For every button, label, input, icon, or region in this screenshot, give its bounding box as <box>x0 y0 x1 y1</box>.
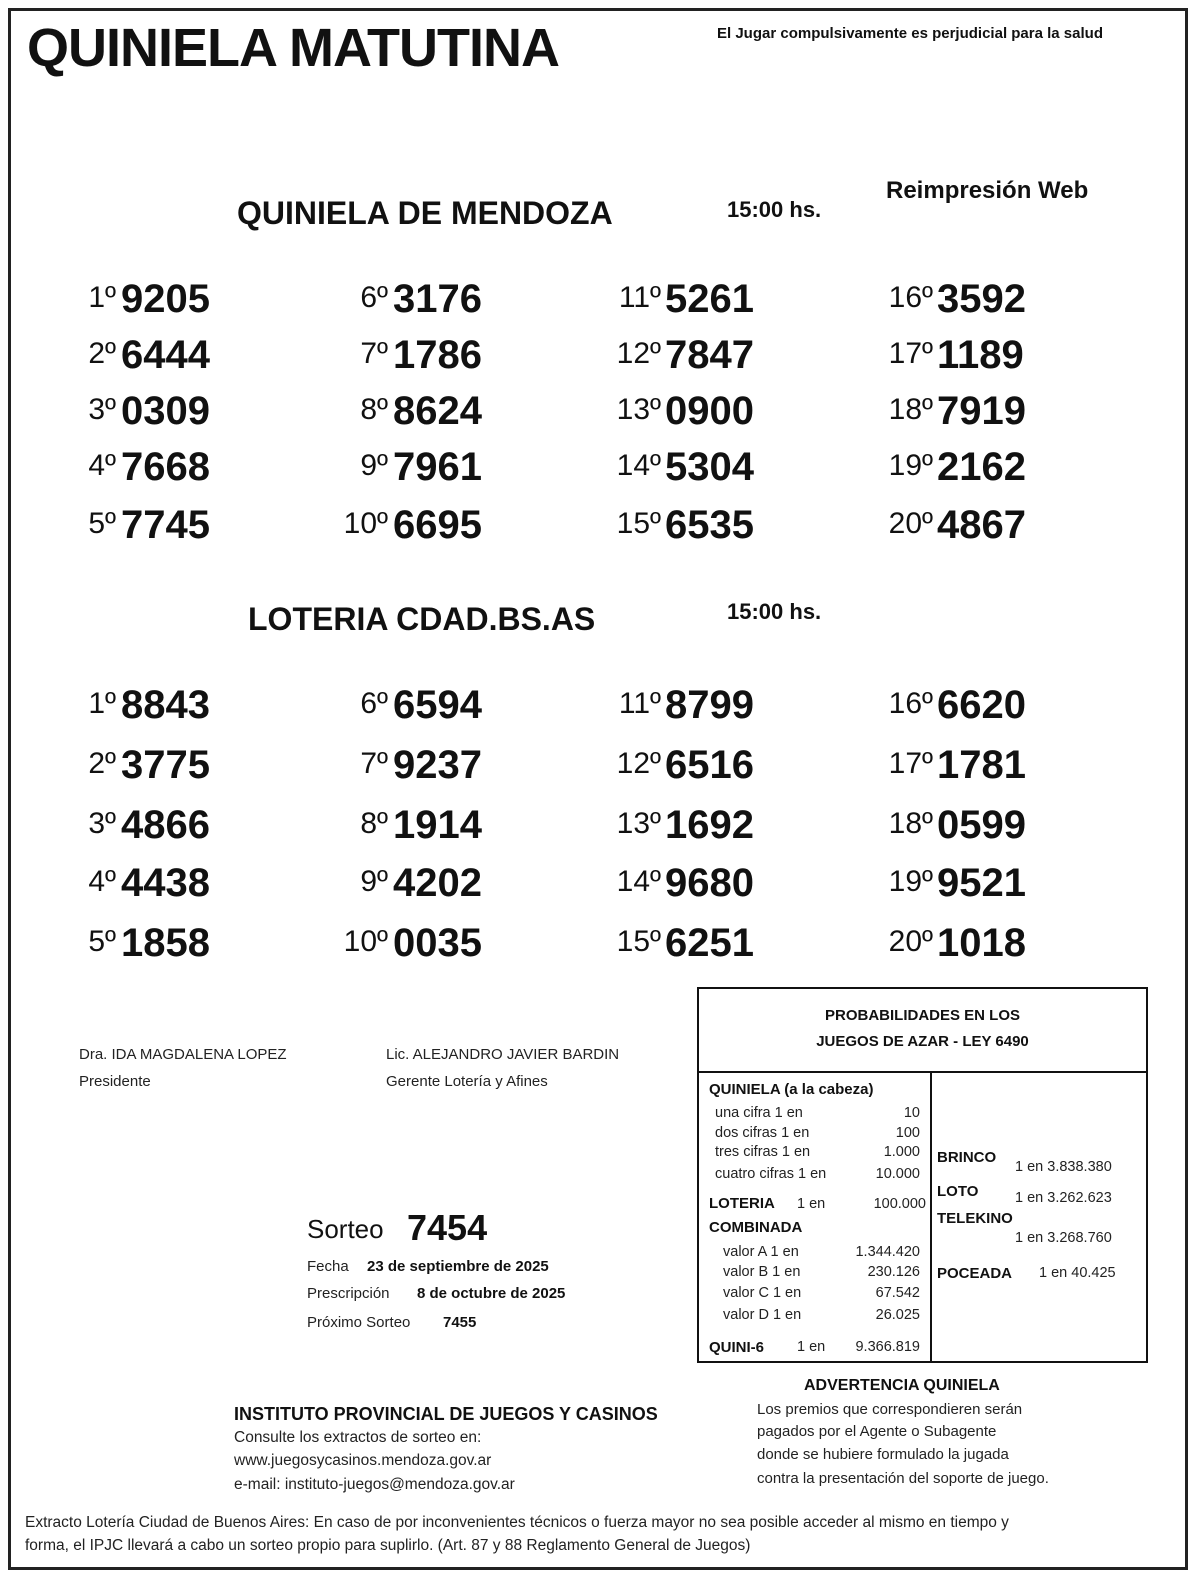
result-number-cell <box>937 743 1057 803</box>
section-time-mendoza: 15:00 hs. <box>727 197 822 222</box>
result-position <box>11 925 933 981</box>
result-position <box>11 393 933 449</box>
result-number: 8799 <box>665 683 754 727</box>
result-number: 6516 <box>665 743 754 787</box>
proximo-sorteo-value: 7455 <box>443 1314 477 1331</box>
result-position-label: 7º <box>360 337 388 370</box>
quiniela-prob-label: dos cifras 1 en <box>715 1125 810 1141</box>
result-number-cell <box>937 277 1057 337</box>
poceada-prob-label: POCEADA <box>937 1265 1013 1282</box>
loteria-prob-value: 100.000 <box>873 1196 926 1212</box>
combinada-prob-title: COMBINADA <box>709 1219 803 1236</box>
quini6-prob-value: 9.366.819 <box>855 1339 920 1355</box>
result-position-label: 14º <box>616 449 661 482</box>
loto-prob-label: LOTO <box>937 1183 979 1200</box>
quiniela-prob-value: 10.000 <box>875 1166 920 1182</box>
result-number-cell <box>937 333 1057 393</box>
result-number: 4866 <box>121 803 210 847</box>
institute-email: e-mail: instituto-juegos@mendoza.gov.ar <box>234 1476 515 1493</box>
signature-name-1: Dra. IDA MAGDALENA LOPEZ <box>79 1046 287 1063</box>
telekino-prob-value: 1 en 3.268.760 <box>1015 1230 1112 1246</box>
result-number: 0599 <box>937 803 1026 847</box>
result-number-cell <box>937 445 1057 505</box>
institute-name: INSTITUTO PROVINCIAL DE JUEGOS Y CASINOS <box>234 1404 658 1424</box>
result-position-label: 14º <box>616 865 661 898</box>
result-position-label: 13º <box>616 393 661 426</box>
result-position-label: 18º <box>888 807 933 840</box>
result-position-label: 17º <box>888 747 933 780</box>
result-number: 7668 <box>121 445 210 489</box>
reprint-label: Reimpresión Web <box>886 177 1089 204</box>
result-number: 0035 <box>393 921 482 965</box>
probabilities-title-1: PROBABILIDADES EN LOS <box>824 1007 1020 1024</box>
result-position <box>11 747 933 803</box>
result-position-label: 6º <box>360 281 388 314</box>
probabilities-box <box>697 987 1148 1363</box>
advertencia-line: Los premios que correspondieren serán <box>757 1401 1023 1418</box>
result-number: 7847 <box>665 333 754 377</box>
combinada-prob-label: valor B 1 en <box>723 1264 801 1280</box>
result-position-label: 1º <box>88 281 116 314</box>
sorteo-label: Sorteo <box>307 1214 384 1244</box>
signature-role-1: Presidente <box>79 1073 151 1090</box>
result-position-label: 13º <box>616 807 661 840</box>
result-position <box>11 337 933 393</box>
probabilities-title-2: JUEGOS DE AZAR - LEY 6490 <box>816 1033 1029 1050</box>
section-title-loteria: LOTERIA CDAD.BS.AS <box>248 601 596 637</box>
quiniela-prob-title: QUINIELA (a la cabeza) <box>709 1081 874 1098</box>
result-number: 5304 <box>665 445 754 489</box>
loto-prob-value: 1 en 3.262.623 <box>1015 1190 1112 1206</box>
result-number-cell <box>937 389 1057 449</box>
signature-name-2: Lic. ALEJANDRO JAVIER BARDIN <box>386 1046 620 1063</box>
combinada-prob-label: valor A 1 en <box>723 1244 799 1260</box>
result-number-cell <box>937 803 1057 863</box>
result-number: 6535 <box>665 503 754 547</box>
result-number: 1781 <box>937 743 1026 787</box>
result-position-label: 19º <box>888 449 933 482</box>
result-number: 0309 <box>121 389 210 433</box>
result-position-label: 17º <box>888 337 933 370</box>
institute-website: www.juegosycasinos.mendoza.gov.ar <box>234 1452 492 1469</box>
quini6-prob-en: 1 en <box>797 1339 826 1355</box>
result-number: 4202 <box>393 861 482 905</box>
result-position <box>11 865 933 921</box>
result-number: 4438 <box>121 861 210 905</box>
poceada-prob-value: 1 en 40.425 <box>1039 1265 1116 1281</box>
result-position-label: 20º <box>888 507 933 540</box>
result-number: 3176 <box>393 277 482 321</box>
result-position-label: 18º <box>888 393 933 426</box>
result-number-cell <box>937 921 1057 981</box>
combinada-prob-label: valor C 1 en <box>723 1285 802 1301</box>
result-position-label: 19º <box>888 865 933 898</box>
proximo-sorteo-label: Próximo Sorteo <box>307 1314 411 1331</box>
result-position-label: 8º <box>360 393 388 426</box>
section-time-loteria: 15:00 hs. <box>727 599 822 624</box>
institute-consult-line: Consulte los extractos de sorteo en: <box>234 1429 482 1446</box>
extract-sheet <box>8 8 1188 1570</box>
combinada-prob-value: 26.025 <box>875 1307 920 1323</box>
result-number: 1018 <box>937 921 1026 965</box>
result-position-label: 15º <box>616 507 661 540</box>
quiniela-prob-label: cuatro cifras 1 en <box>715 1166 827 1182</box>
result-position-label: 8º <box>360 807 388 840</box>
result-position-label: 11º <box>618 281 661 314</box>
result-number: 6620 <box>937 683 1026 727</box>
result-position-label: 3º <box>88 807 116 840</box>
result-number-cell <box>937 683 1057 743</box>
result-position-label: 9º <box>360 865 388 898</box>
quiniela-prob-value: 100 <box>895 1125 920 1141</box>
result-position-label: 5º <box>88 507 116 540</box>
result-number: 1858 <box>121 921 210 965</box>
result-position-label: 2º <box>88 337 116 370</box>
quiniela-prob-value: 10 <box>903 1105 920 1121</box>
result-number: 6594 <box>393 683 482 727</box>
result-position-label: 6º <box>360 687 388 720</box>
result-number: 6251 <box>665 921 754 965</box>
telekino-prob-label: TELEKINO <box>937 1210 1013 1227</box>
result-position-label: 4º <box>88 449 116 482</box>
fecha-label: Fecha <box>307 1258 349 1275</box>
result-number: 4867 <box>937 503 1026 547</box>
result-number: 8624 <box>393 389 482 433</box>
result-position-label: 5º <box>88 925 116 958</box>
result-number: 9205 <box>121 277 210 321</box>
result-position-label: 15º <box>616 925 661 958</box>
quiniela-prob-label: tres cifras 1 en <box>715 1144 811 1160</box>
result-position-label: 4º <box>88 865 116 898</box>
result-number: 7961 <box>393 445 482 489</box>
combinada-prob-value: 1.344.420 <box>855 1244 920 1260</box>
result-number: 0900 <box>665 389 754 433</box>
result-position <box>11 449 933 505</box>
loteria-prob-en: 1 en <box>797 1196 826 1212</box>
signature-role-2: Gerente Lotería y Afines <box>386 1073 548 1090</box>
prescripcion-value: 8 de octubre de 2025 <box>417 1285 566 1302</box>
result-position <box>11 281 933 337</box>
result-number: 1189 <box>937 333 1024 377</box>
footer-note-line-1: Extracto Lotería Ciudad de Buenos Aires: En caso de por inconvenientes técnicos o fuerza mayor no sea posible acceder al mismo en tiempo y <box>25 1514 1009 1531</box>
fecha-value: 23 de septiembre de 2025 <box>367 1258 549 1275</box>
result-position-label: 9º <box>360 449 388 482</box>
result-position-label: 1º <box>88 687 116 720</box>
result-number-cell <box>937 503 1057 563</box>
prescripcion-label: Prescripción <box>307 1285 390 1302</box>
result-number: 7919 <box>937 389 1026 433</box>
probabilities-header <box>699 989 1146 1073</box>
probabilities-divider <box>930 1073 932 1363</box>
result-number: 6695 <box>393 503 482 547</box>
result-number: 1914 <box>393 803 482 847</box>
advertencia-title: ADVERTENCIA QUINIELA <box>804 1377 1000 1394</box>
result-number-cell <box>937 861 1057 921</box>
result-number: 9237 <box>393 743 482 787</box>
result-number: 6444 <box>121 333 210 377</box>
result-position-label: 2º <box>88 747 116 780</box>
result-position <box>11 507 933 563</box>
result-position-label: 12º <box>616 747 661 780</box>
footer-note-line-2: forma, el IPJC llevará a cabo un sorteo propio para suplirlo. (Art. 87 y 88 Reglamento General de Juegos) <box>25 1537 751 1554</box>
result-number: 7745 <box>121 503 210 547</box>
quiniela-prob-value: 1.000 <box>883 1144 920 1160</box>
result-position-label: 11º <box>618 687 661 720</box>
result-position-label: 10º <box>343 925 388 958</box>
section-title-mendoza: QUINIELA DE MENDOZA <box>237 195 613 231</box>
advertencia-line: donde se hubiere formulado la jugada <box>757 1446 1009 1463</box>
quiniela-prob-label: una cifra 1 en <box>715 1105 803 1121</box>
advertencia-line: pagados por el Agente o Subagente <box>757 1423 997 1440</box>
result-position-label: 3º <box>88 393 116 426</box>
combinada-prob-value: 67.542 <box>875 1285 920 1301</box>
result-number: 2162 <box>937 445 1026 489</box>
result-number: 3592 <box>937 277 1026 321</box>
result-number: 1692 <box>665 803 754 847</box>
quini6-prob-label: QUINI-6 <box>709 1339 765 1356</box>
result-position <box>11 807 933 863</box>
brinco-prob-value: 1 en 3.838.380 <box>1015 1159 1112 1175</box>
result-position-label: 7º <box>360 747 388 780</box>
combinada-prob-label: valor D 1 en <box>723 1307 802 1323</box>
result-position-label: 12º <box>616 337 661 370</box>
result-position <box>11 687 933 743</box>
result-position-label: 16º <box>888 687 933 720</box>
combinada-prob-value: 230.126 <box>867 1264 920 1280</box>
result-number: 1786 <box>393 333 482 377</box>
sorteo-number: 7454 <box>407 1207 488 1248</box>
page-title: QUINIELA MATUTINA <box>27 18 559 78</box>
result-number: 9521 <box>937 861 1026 905</box>
health-warning: El Jugar compulsivamente es perjudicial para la salud <box>717 25 1103 42</box>
result-position-label: 16º <box>888 281 933 314</box>
result-position-label: 20º <box>888 925 933 958</box>
result-position-label: 10º <box>343 507 388 540</box>
result-number: 5261 <box>665 277 754 321</box>
result-number: 3775 <box>121 743 210 787</box>
result-number: 9680 <box>665 861 754 905</box>
brinco-prob-label: BRINCO <box>937 1149 997 1166</box>
loteria-prob-label: LOTERIA <box>709 1195 775 1212</box>
advertencia-line: contra la presentación del soporte de juego. <box>757 1470 1049 1487</box>
result-number: 8843 <box>121 683 210 727</box>
